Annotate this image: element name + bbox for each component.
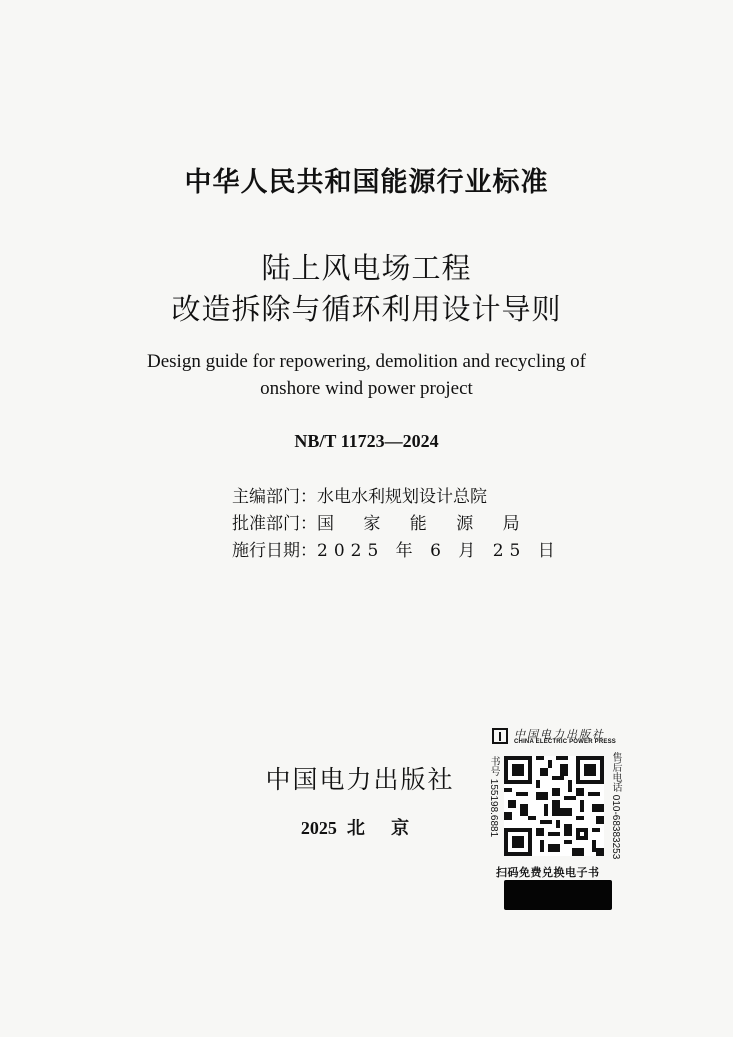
approver-label: 批准部门：	[232, 514, 317, 534]
effective-date-value: 2025 年 6 月 25 日	[317, 541, 561, 561]
title-line-2: 改造拆除与循环利用设计导则	[171, 292, 562, 326]
book-number: 书号 155198.6881	[488, 756, 499, 838]
approver-value: 国 家 能 源 局	[317, 514, 532, 534]
logo-english-text: CHINA ELECTRIC POWER PRESS	[514, 739, 616, 745]
english-title-line-2: onshore wind power project	[260, 378, 473, 399]
english-title-line-1: Design guide for repowering, demolition and recycling of	[147, 351, 586, 372]
editor-value: 水电水利规划设计总院	[317, 487, 487, 507]
publisher-logo	[492, 726, 622, 748]
effective-date-row	[232, 536, 561, 561]
title-line-1: 陆上风电场工程	[261, 251, 472, 285]
redacted-code-block	[504, 880, 612, 910]
publisher-logo-icon	[492, 728, 508, 744]
qr-sticker	[482, 724, 624, 912]
publication-year: 2025	[300, 818, 337, 838]
editor-row	[232, 482, 487, 507]
industry-standard-heading: 中华人民共和国能源行业标准	[184, 167, 549, 198]
publisher-name: 中国电力出版社	[265, 765, 455, 794]
qr-code-icon[interactable]	[504, 756, 604, 856]
standard-code: NB/T 11723—2024	[294, 431, 439, 451]
effective-date-label: 施行日期：	[232, 541, 317, 561]
editor-label: 主编部门：	[232, 487, 317, 507]
publication-city: 北 京	[346, 818, 420, 839]
after-sales-hotline: 售后电话 010-68383253	[610, 752, 621, 860]
logo-chinese-text: 中国电力出版社	[514, 728, 605, 741]
approver-row	[232, 509, 532, 534]
scan-instruction: 扫码免费兑换电子书	[496, 866, 600, 879]
